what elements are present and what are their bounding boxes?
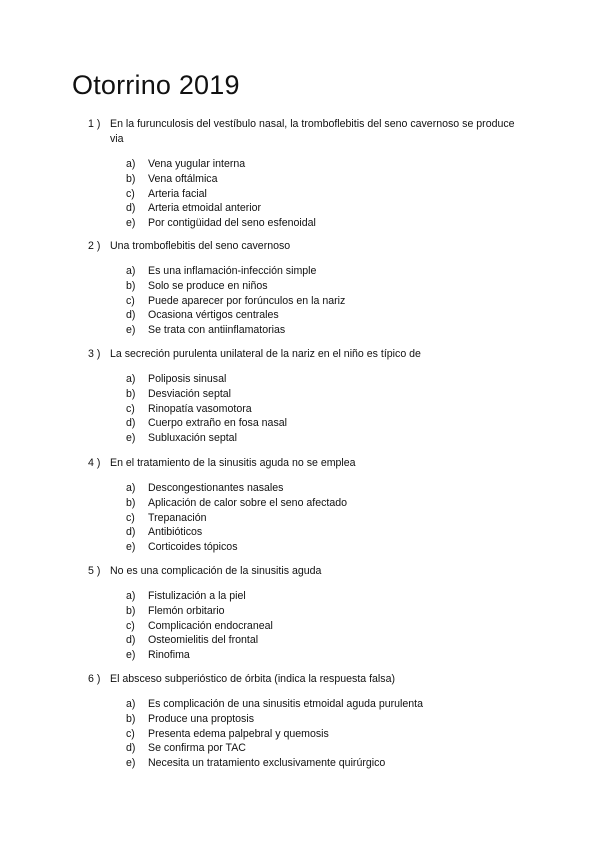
option-letter: a) (126, 698, 136, 710)
option-text: Rinofima (148, 649, 190, 662)
option-list (126, 157, 528, 231)
option (126, 756, 528, 771)
option-text: Necesita un tratamiento exclusivamente quirúrgico (148, 757, 386, 770)
option (126, 279, 528, 294)
question-text: En la furunculosis del vestíbulo nasal, la tromboflebitis del seno cavernoso se produce via (110, 118, 515, 145)
page-title: Otorrino 2019 (72, 70, 240, 100)
option-letter: b) (126, 712, 136, 725)
option-letter: c) (126, 727, 135, 740)
option-letter: b) (126, 172, 136, 185)
question-text: La secreción purulenta unilateral de la nariz en el niño es típico de (110, 348, 421, 360)
option-text: Rinopatía vasomotora (148, 402, 252, 415)
option-letter: e) (126, 541, 136, 554)
option-text: Subluxación septal (148, 432, 237, 445)
option (126, 619, 528, 634)
option-letter: e) (126, 432, 136, 445)
option (126, 727, 528, 742)
option-text: Vena yugular interna (148, 158, 246, 170)
question-text: En el tratamiento de la sinusitis aguda no se emplea (110, 457, 356, 469)
option-text: Descongestionantes nasales (148, 482, 284, 494)
option (126, 172, 528, 187)
option (126, 187, 528, 202)
question-text: No es una complicación de la sinusitis aguda (110, 565, 322, 577)
option-text: Por contigüidad del seno esfenoidal (148, 217, 316, 230)
option (126, 157, 528, 172)
option (126, 697, 528, 712)
option-text: Desviación septal (148, 387, 232, 400)
option-letter: e) (126, 757, 136, 770)
question-number: 6 ) (88, 673, 101, 685)
option (126, 323, 528, 338)
question-1 (88, 117, 528, 231)
option-letter: c) (126, 187, 135, 200)
option (126, 633, 528, 648)
option-text: Poliposis sinusal (148, 373, 227, 385)
option (126, 372, 528, 387)
option (126, 294, 528, 309)
option-text: Osteomielitis del frontal (148, 634, 259, 647)
option-text: Arteria facial (148, 187, 207, 200)
option-text: Trepanación (148, 511, 207, 524)
option (126, 201, 528, 216)
option-text: Flemón orbitario (148, 604, 225, 617)
option-letter: a) (126, 482, 136, 494)
option-letter: e) (126, 324, 136, 337)
question-text: Una tromboflebitis del seno cavernoso (110, 240, 291, 252)
option-letter: e) (126, 217, 136, 230)
option-text: Se trata con antiinflamatorias (148, 324, 286, 337)
question-number: 2 ) (88, 240, 101, 252)
option-text: Vena oftálmica (148, 172, 218, 185)
option-letter: d) (126, 634, 136, 647)
option-letter: d) (126, 417, 136, 430)
option-text: Antibióticos (148, 526, 203, 539)
option-letter: d) (126, 742, 136, 755)
option-letter: d) (126, 309, 136, 322)
question-text: El absceso subperióstico de órbita (indica la respuesta falsa) (110, 673, 396, 685)
option-text: Produce una proptosis (148, 712, 255, 725)
option (126, 308, 528, 323)
option-letter: d) (126, 202, 136, 215)
option-letter: e) (126, 649, 136, 662)
option-letter: c) (126, 402, 135, 415)
option-letter: c) (126, 294, 135, 307)
option (126, 604, 528, 619)
option (126, 511, 528, 526)
option-text: Fistulización a la piel (148, 590, 246, 602)
option-text: Es una inflamación-infección simple (148, 265, 317, 277)
option (126, 387, 528, 402)
option-letter: b) (126, 387, 136, 400)
question-number: 4 ) (88, 457, 101, 469)
option-letter: c) (126, 619, 135, 632)
option-list (126, 697, 528, 771)
question-number: 3 ) (88, 348, 101, 360)
question-2 (88, 239, 528, 338)
option-text: Cuerpo extraño en fosa nasal (148, 417, 287, 430)
option (126, 496, 528, 511)
option (126, 431, 528, 446)
option-list (126, 589, 528, 663)
option-letter: c) (126, 511, 135, 524)
option (126, 589, 528, 604)
option (126, 416, 528, 431)
option-list (126, 264, 528, 338)
option-letter: b) (126, 279, 136, 292)
question-6 (88, 672, 528, 771)
option-letter: a) (126, 158, 136, 170)
question-number: 5 ) (88, 565, 101, 577)
option-letter: a) (126, 265, 136, 277)
option-letter: d) (126, 526, 136, 539)
option (126, 741, 528, 756)
option-text: Corticoides tópicos (148, 541, 238, 554)
option (126, 481, 528, 496)
option-text: Aplicación de calor sobre el seno afectado (148, 496, 348, 509)
option-letter: a) (126, 590, 136, 602)
question-5 (88, 564, 528, 663)
option-text: Complicación endocraneal (148, 619, 273, 632)
option-text: Arteria etmoidal anterior (148, 202, 262, 215)
option-text: Es complicación de una sinusitis etmoidal aguda purulenta (148, 698, 424, 710)
option (126, 402, 528, 417)
option (126, 264, 528, 279)
option-text: Solo se produce en niños (148, 279, 268, 292)
question-4 (88, 456, 528, 555)
option-text: Presenta edema palpebral y quemosis (148, 727, 329, 740)
option-text: Puede aparecer por forúnculos en la nariz (148, 294, 346, 307)
option (126, 648, 528, 663)
option (126, 540, 528, 555)
option-list (126, 372, 528, 446)
option-text: Se confirma por TAC (148, 742, 246, 755)
option (126, 712, 528, 727)
option-text: Ocasiona vértigos centrales (148, 309, 279, 322)
option (126, 525, 528, 540)
question-3 (88, 347, 528, 446)
option-letter: b) (126, 496, 136, 509)
option (126, 216, 528, 231)
question-number: 1 ) (88, 118, 101, 130)
option-letter: b) (126, 604, 136, 617)
option-list (126, 481, 528, 555)
option-letter: a) (126, 373, 136, 385)
